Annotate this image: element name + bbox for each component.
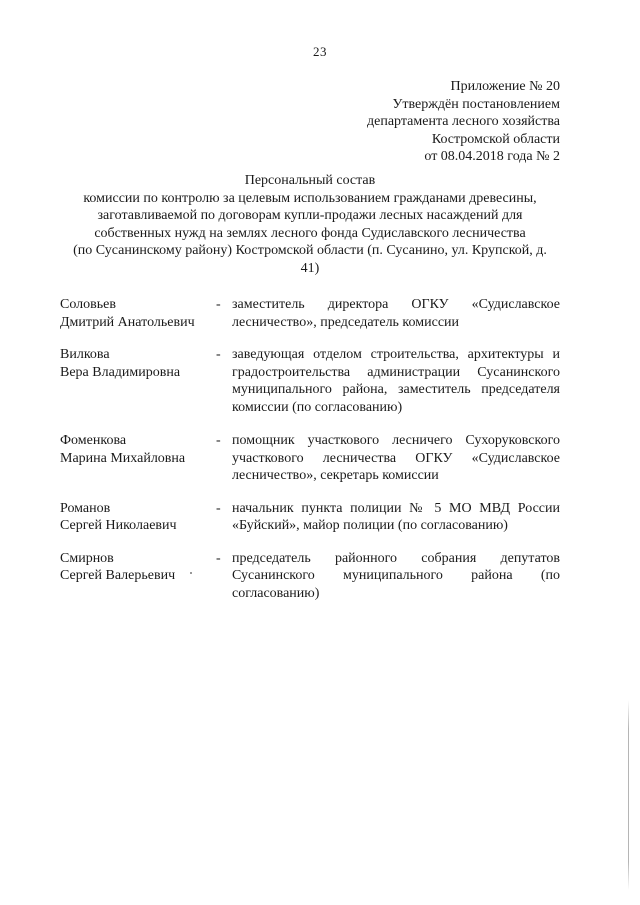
member-given-names: Марина Михайловна — [60, 450, 186, 466]
member-given-names: Сергей Николаевич — [60, 518, 177, 533]
member-row — [60, 432, 560, 485]
member-dash: - — [216, 297, 221, 312]
member-name — [60, 432, 216, 485]
member-name — [60, 296, 216, 331]
approval-line-region: Костромской области — [431, 131, 560, 147]
member-surname: Фоменкова — [60, 433, 127, 448]
member-surname: Соловьев — [60, 297, 116, 312]
member-dash: - — [216, 550, 221, 566]
scan-speck — [190, 572, 192, 574]
member-name — [60, 346, 216, 416]
approval-line-approved: Утверждён постановлением — [392, 96, 560, 112]
member-surname: Вилкова — [60, 347, 110, 362]
member-given-names: Вера Владимировна — [60, 364, 181, 380]
member-dash: - — [216, 347, 221, 362]
approval-block — [367, 78, 560, 166]
member-dash: - — [216, 433, 221, 448]
heading-title: Персональный состав — [244, 173, 376, 188]
approval-line-date: от 08.04.2018 года № 2 — [424, 149, 560, 164]
member-role: заместитель директора ОГКУ «Судиславское лесничество», председатель комиссии — [232, 297, 560, 330]
members-list — [60, 296, 560, 602]
member-surname: Романов — [60, 500, 111, 516]
approval-line-appendix: Приложение № 20 — [450, 79, 560, 94]
heading-line: собственных нужд на землях лесного фонда Судиславского лесничества — [94, 225, 526, 241]
member-role: председатель районного собрания депутатов Сусанинского муниципального района (по согласованию) — [232, 550, 560, 601]
page-number: 23 — [313, 44, 327, 59]
document-heading — [60, 172, 560, 277]
member-role: заведующая отделом строительства, архитектуры и градостроительства администрации Сусанинского муниципального района, заместитель председателя комиссии (по согласованию) — [232, 347, 560, 415]
member-dash: - — [216, 500, 221, 516]
member-surname: Смирнов — [60, 550, 114, 566]
member-name — [60, 500, 216, 535]
heading-line: заготавливаемой по договорам купли-продажи лесных насаждений для — [97, 208, 523, 223]
member-row — [60, 346, 560, 416]
member-row — [60, 500, 560, 535]
member-row — [60, 550, 560, 603]
member-name — [60, 550, 216, 603]
member-role: начальник пункта полиции № 5 МО МВД России «Буйский», майор полиции (по согласованию) — [232, 500, 560, 533]
member-given-names: Дмитрий Анатольевич — [60, 314, 195, 330]
heading-line: комиссии по контролю за целевым использованием гражданами древесины, — [83, 190, 537, 206]
approval-line-department: департамента лесного хозяйства — [367, 114, 560, 129]
scan-edge-line — [628, 700, 629, 890]
member-role: помощник участкового лесничего Сухоруковского участкового лесничества ОГКУ «Судиславское лесничество», секретарь комиссии — [232, 433, 560, 483]
heading-line: 41) — [300, 260, 320, 276]
member-row — [60, 296, 560, 331]
heading-line: (по Сусанинскому району) Костромской области (п. Сусанино, ул. Крупской, д. — [73, 243, 547, 258]
member-given-names: Сергей Валерьевич — [60, 568, 176, 583]
